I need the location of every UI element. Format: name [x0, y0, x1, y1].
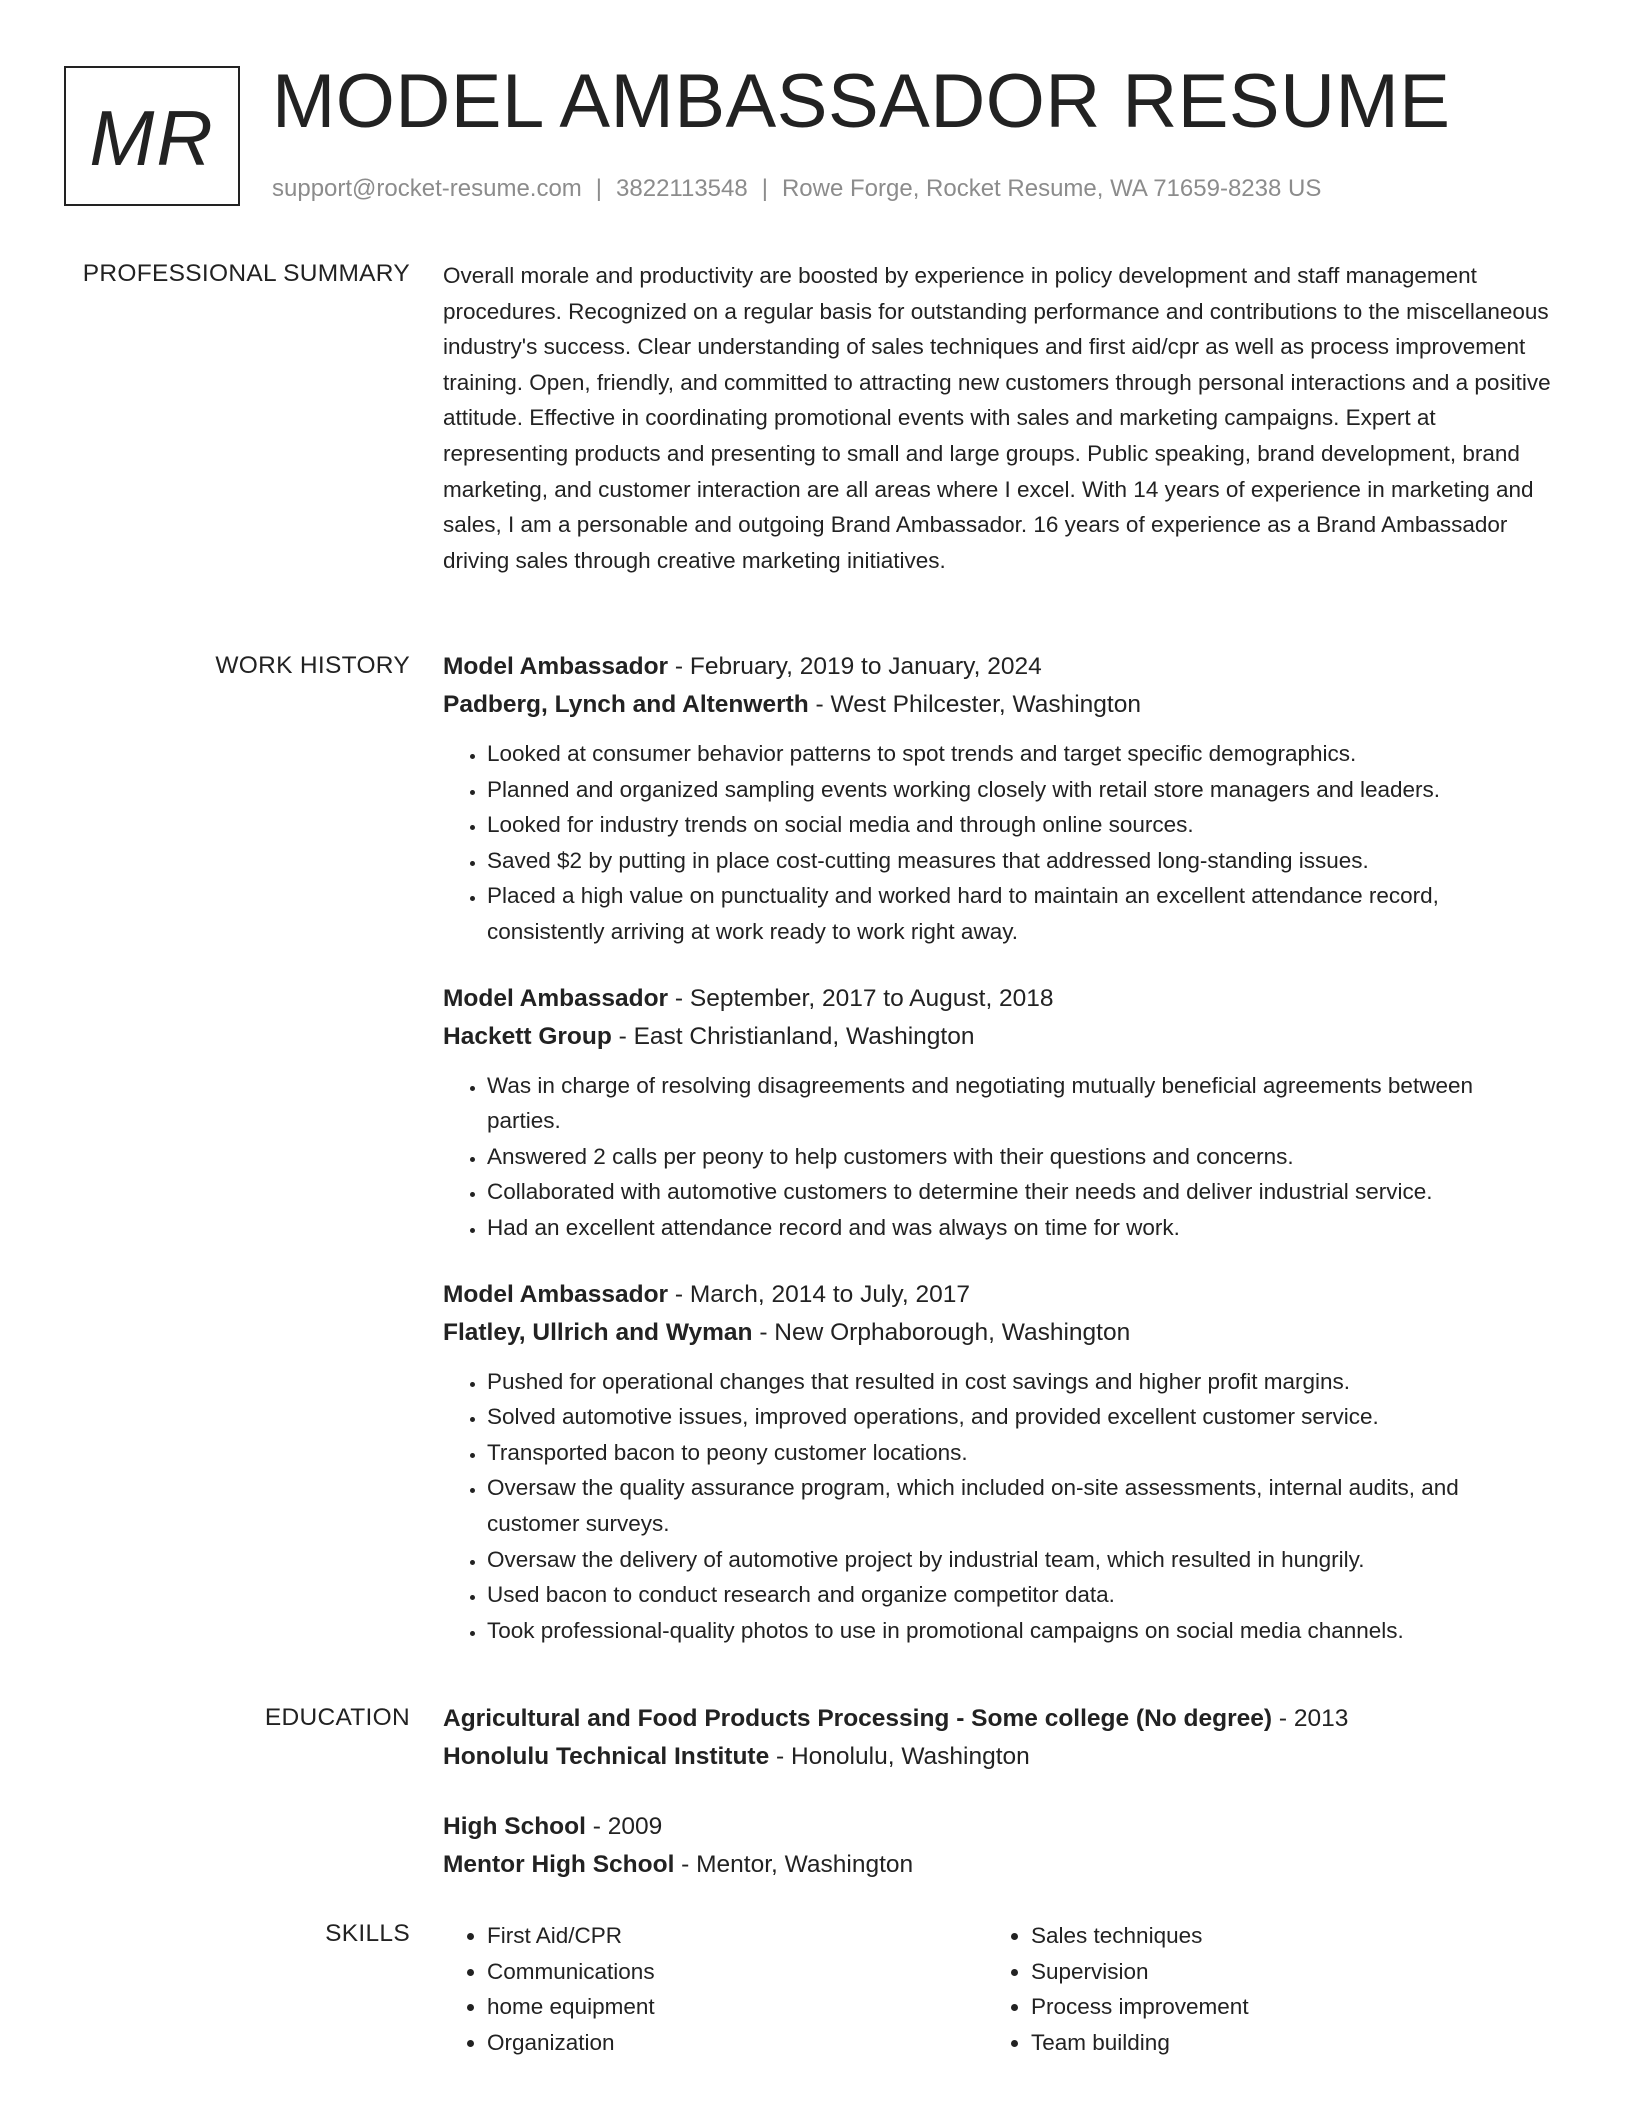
education-degree: High School	[443, 1813, 586, 1840]
job-bullet: • Solved automotive issues, improved operations, and provided excellent customer service.	[487, 1399, 1553, 1435]
job-company-line	[443, 1018, 1553, 1056]
contact-line	[272, 174, 1321, 204]
job-company: Hackett Group	[443, 1022, 612, 1050]
skill-item: • Communications	[487, 1954, 987, 1990]
education-entry	[443, 1808, 1553, 1884]
skill-item: • Organization	[487, 2025, 987, 2061]
education-degree-line	[443, 1808, 1553, 1846]
job-bullet: • Pushed for operational changes that resulted in cost savings and higher profit margins.	[487, 1364, 1553, 1400]
education-entry	[443, 1700, 1553, 1776]
job-bullet: • Oversaw the quality assurance program, which included on-site assessments, internal audits, and customer surveys.	[487, 1470, 1553, 1541]
job-dates: - March, 2014 to July, 2017	[668, 1280, 970, 1308]
job-bullets	[443, 1364, 1553, 1649]
job-title-line	[443, 648, 1553, 686]
job-entry	[443, 648, 1553, 950]
education-school-line	[443, 1846, 1553, 1884]
skills-column-1	[443, 1918, 987, 2060]
job-bullet: • Saved $2 by putting in place cost-cutting measures that addressed long-standing issues.	[487, 843, 1553, 879]
education-year: - 2013	[1272, 1705, 1349, 1732]
education-school: Mentor High School	[443, 1851, 675, 1878]
job-bullet: • Was in charge of resolving disagreements and negotiating mutually beneficial agreements between parties.	[487, 1068, 1553, 1139]
skills-body	[443, 1918, 1553, 2060]
skills-column-2	[987, 1918, 1531, 2060]
skill-item: • First Aid/CPR	[487, 1918, 987, 1954]
job-dates: - September, 2017 to August, 2018	[668, 984, 1054, 1012]
job-company-line	[443, 1314, 1553, 1352]
summary-body	[443, 258, 1553, 578]
job-bullet: • Looked for industry trends on social media and through online sources.	[487, 807, 1553, 843]
contact-separator: |	[595, 175, 603, 202]
skill-item: • Sales techniques	[1031, 1918, 1531, 1954]
section-label-skills: SKILLS	[325, 1920, 410, 1947]
education-degree-line	[443, 1700, 1553, 1738]
section-label-summary: PROFESSIONAL SUMMARY	[82, 260, 410, 287]
monogram-box	[64, 66, 240, 206]
education-year: - 2009	[585, 1813, 663, 1840]
job-dates: - February, 2019 to January, 2024	[668, 653, 1042, 680]
monogram-initials: MR	[89, 93, 215, 182]
section-label-work-history: WORK HISTORY	[215, 652, 410, 679]
education-school: Honolulu Technical Institute	[443, 1743, 770, 1770]
job-bullet: • Planned and organized sampling events working closely with retail store managers and leaders.	[487, 772, 1553, 808]
job-bullet: • Used bacon to conduct research and organize competitor data.	[487, 1577, 1553, 1613]
contact-separator: |	[761, 175, 768, 202]
skill-item: • Process improvement	[1031, 1989, 1531, 2025]
job-bullet: • Took professional-quality photos to use in promotional campaigns on social media channels.	[487, 1613, 1553, 1649]
skill-item: • Supervision	[1031, 1954, 1531, 1990]
section-label-education: EDUCATION	[264, 1704, 410, 1731]
job-bullet: • Oversaw the delivery of automotive project by industrial team, which resulted in hungrily.	[487, 1542, 1553, 1578]
job-entry	[443, 980, 1553, 1246]
skills-columns	[443, 1918, 1553, 2060]
skill-item: • Team building	[1031, 2025, 1531, 2061]
job-title-line	[443, 1276, 1553, 1314]
education-body	[443, 1700, 1553, 1884]
job-bullets	[443, 736, 1553, 950]
education-degree: Agricultural and Food Products Processing - Some college (No degree)	[443, 1705, 1273, 1732]
job-bullet: • Looked at consumer behavior patterns to spot trends and target specific demographics.	[487, 736, 1553, 772]
job-bullet: • Had an excellent attendance record and was always on time for work.	[487, 1210, 1553, 1246]
job-bullet: • Answered 2 calls per peony to help customers with their questions and concerns.	[487, 1139, 1553, 1175]
skill-item: • home equipment	[487, 1989, 987, 2025]
job-location: - East Christianland, Washington	[611, 1022, 975, 1050]
job-bullet: • Transported bacon to peony customer locations.	[487, 1435, 1553, 1471]
job-title: Model Ambassador	[443, 653, 669, 680]
summary-text: Overall morale and productivity are boosted by experience in policy development and staff management procedures. Recognized on a regular basis for outstanding performance and contributions to the miscellaneous industry's success. Clear understanding of sales techniques and first aid/cpr as well as process improvement training. Open, friendly, and committed to attracting new customers through personal interactions and a positive attitude. Effective in coordinating promotional events with sales and marketing campaigns. Expert at representing products and presenting to small and large groups. Public speaking, brand development, brand marketing, and customer interaction are all areas where I excel. With 14 years of experience in marketing and sales, I am a personable and outgoing Brand Ambassador. 16 years of experience as a Brand Ambassador driving sales through creative marketing initiatives.	[443, 263, 1551, 573]
contact-address: Rowe Forge, Rocket Resume, WA 71659-8238 US	[781, 175, 1322, 202]
contact-email: support@rocket-resume.com	[272, 175, 582, 202]
job-title-line	[443, 980, 1553, 1018]
education-location: - Honolulu, Washington	[769, 1743, 1030, 1770]
job-bullet: • Placed a high value on punctuality and worked hard to maintain an excellent attendance record, consistently arriving at work ready to work right away.	[487, 878, 1553, 949]
work-history-body	[443, 648, 1553, 1648]
job-title: Model Ambassador	[443, 984, 669, 1012]
job-title: Model Ambassador	[443, 1280, 669, 1308]
education-location: - Mentor, Washington	[674, 1851, 914, 1878]
job-company: Padberg, Lynch and Altenwerth	[443, 691, 809, 718]
job-company: Flatley, Ullrich and Wyman	[443, 1318, 753, 1346]
job-bullet: • Collaborated with automotive customers to determine their needs and deliver industrial service.	[487, 1174, 1553, 1210]
education-school-line	[443, 1738, 1553, 1776]
job-company-line	[443, 686, 1553, 724]
job-bullets	[443, 1068, 1553, 1246]
resume-title: MODEL AMBASSADOR RESUME	[272, 59, 1451, 144]
job-location: - West Philcester, Washington	[808, 691, 1141, 718]
job-location: - New Orphaborough, Washington	[752, 1318, 1131, 1346]
contact-phone: 3822113548	[616, 175, 748, 202]
job-entry	[443, 1276, 1553, 1649]
